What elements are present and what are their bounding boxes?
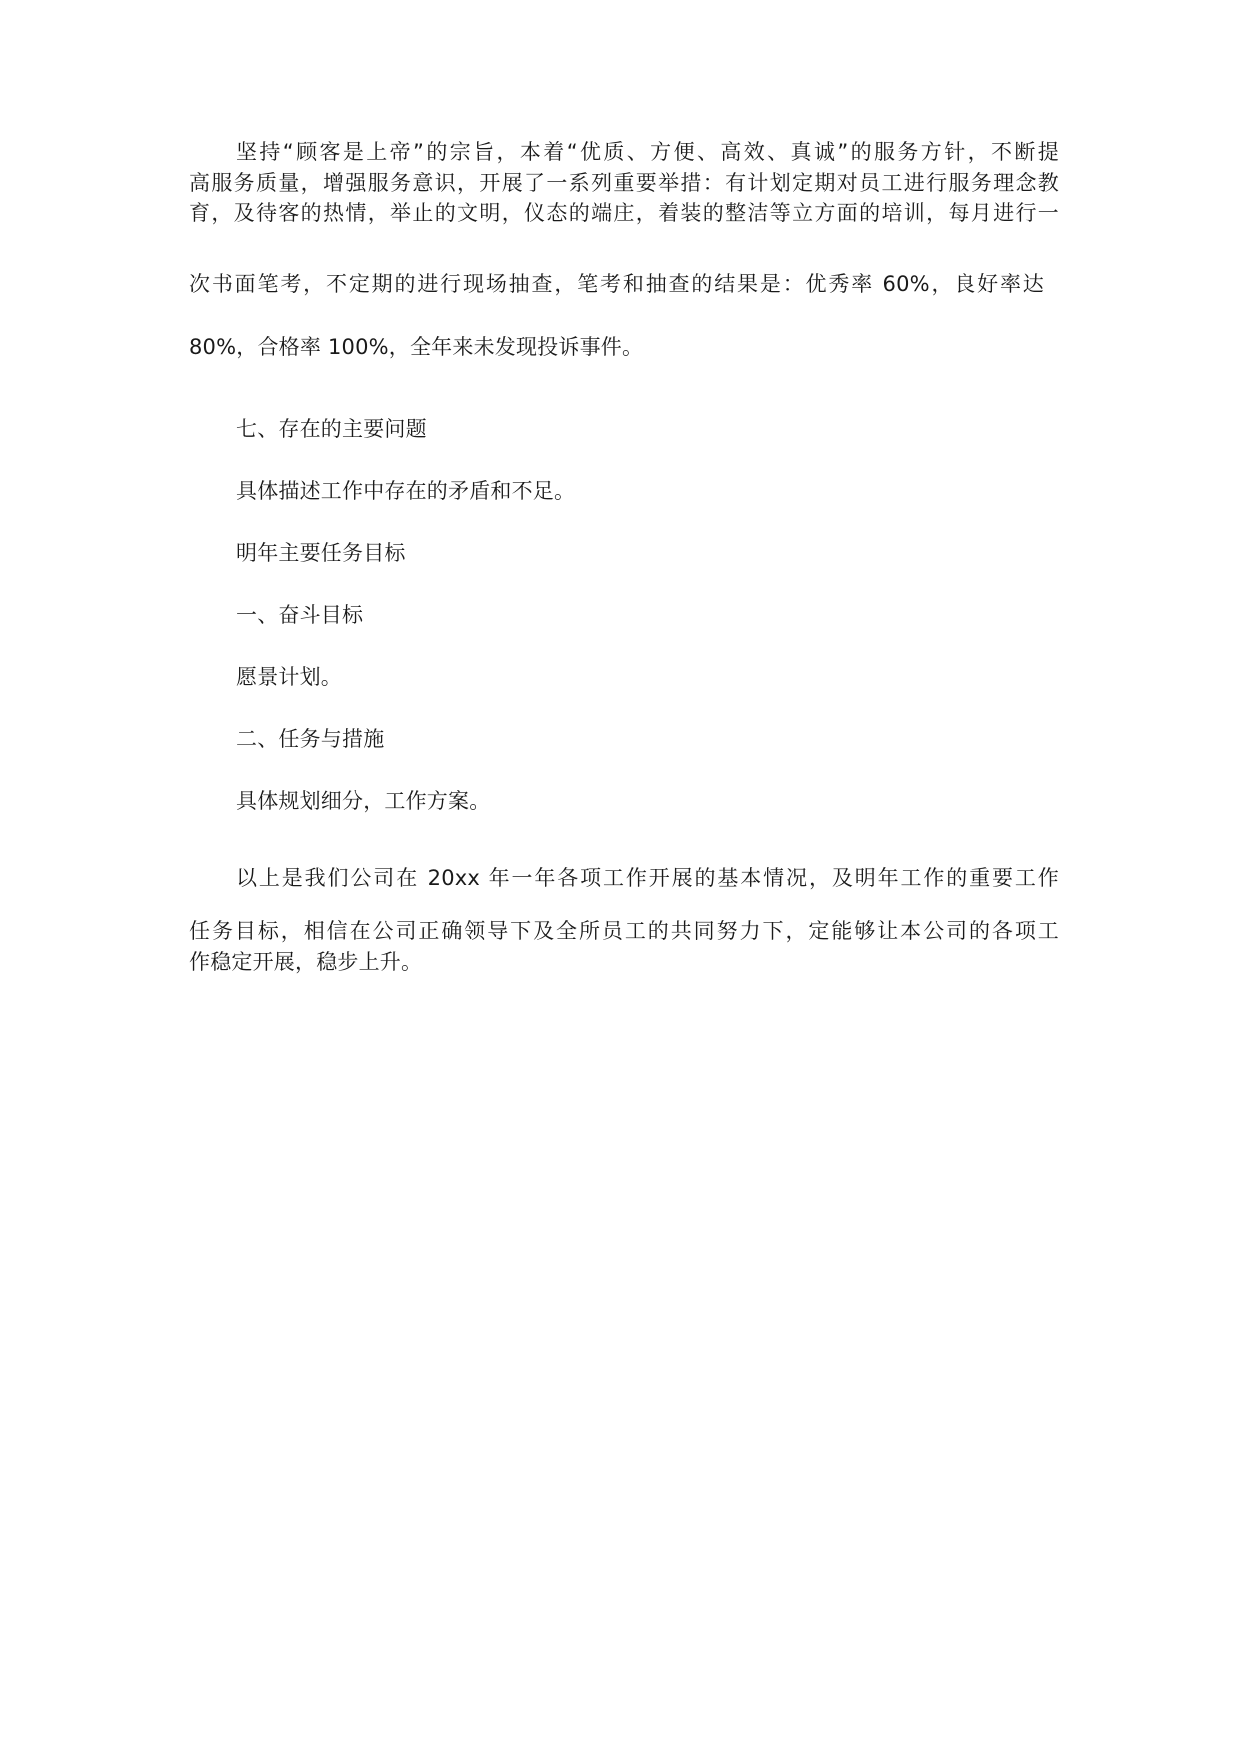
goal-heading: 一、奋斗目标 [236, 603, 364, 627]
next-year-heading: 明年主要任务目标 [236, 541, 406, 565]
service-paragraph-line: 80%，合格率 100%，全年来未发现投诉事件。 [189, 335, 644, 359]
service-paragraph-line: 育，及待客的热情，举止的文明，仪态的端庄，着装的整洁等立方面的培训，每月进行一 [189, 201, 1059, 225]
service-paragraph-line: 坚持“顾客是上帝”的宗旨，本着“优质、方便、高效、真诚”的服务方针，不断提 [236, 140, 1059, 164]
service-paragraph-line: 次书面笔考，不定期的进行现场抽查，笔考和抽查的结果是：优秀率 60%，良好率达 [189, 272, 1044, 296]
closing-paragraph-line: 作稳定开展，稳步上升。 [189, 950, 423, 974]
goal-body: 愿景计划。 [236, 665, 342, 689]
section-seven-heading: 七、存在的主要问题 [236, 417, 427, 441]
closing-paragraph-line: 任务目标，相信在公司正确领导下及全所员工的共同努力下，定能够让本公司的各项工 [189, 919, 1059, 943]
tasks-heading: 二、任务与措施 [236, 727, 385, 751]
section-seven-body: 具体描述工作中存在的矛盾和不足。 [236, 479, 576, 503]
tasks-body: 具体规划细分，工作方案。 [236, 789, 491, 813]
service-paragraph-line: 高服务质量，增强服务意识，开展了一系列重要举措：有计划定期对员工进行服务理念教 [189, 171, 1059, 195]
closing-paragraph-line: 以上是我们公司在 20xx 年一年各项工作开展的基本情况，及明年工作的重要工作 [236, 866, 1059, 890]
